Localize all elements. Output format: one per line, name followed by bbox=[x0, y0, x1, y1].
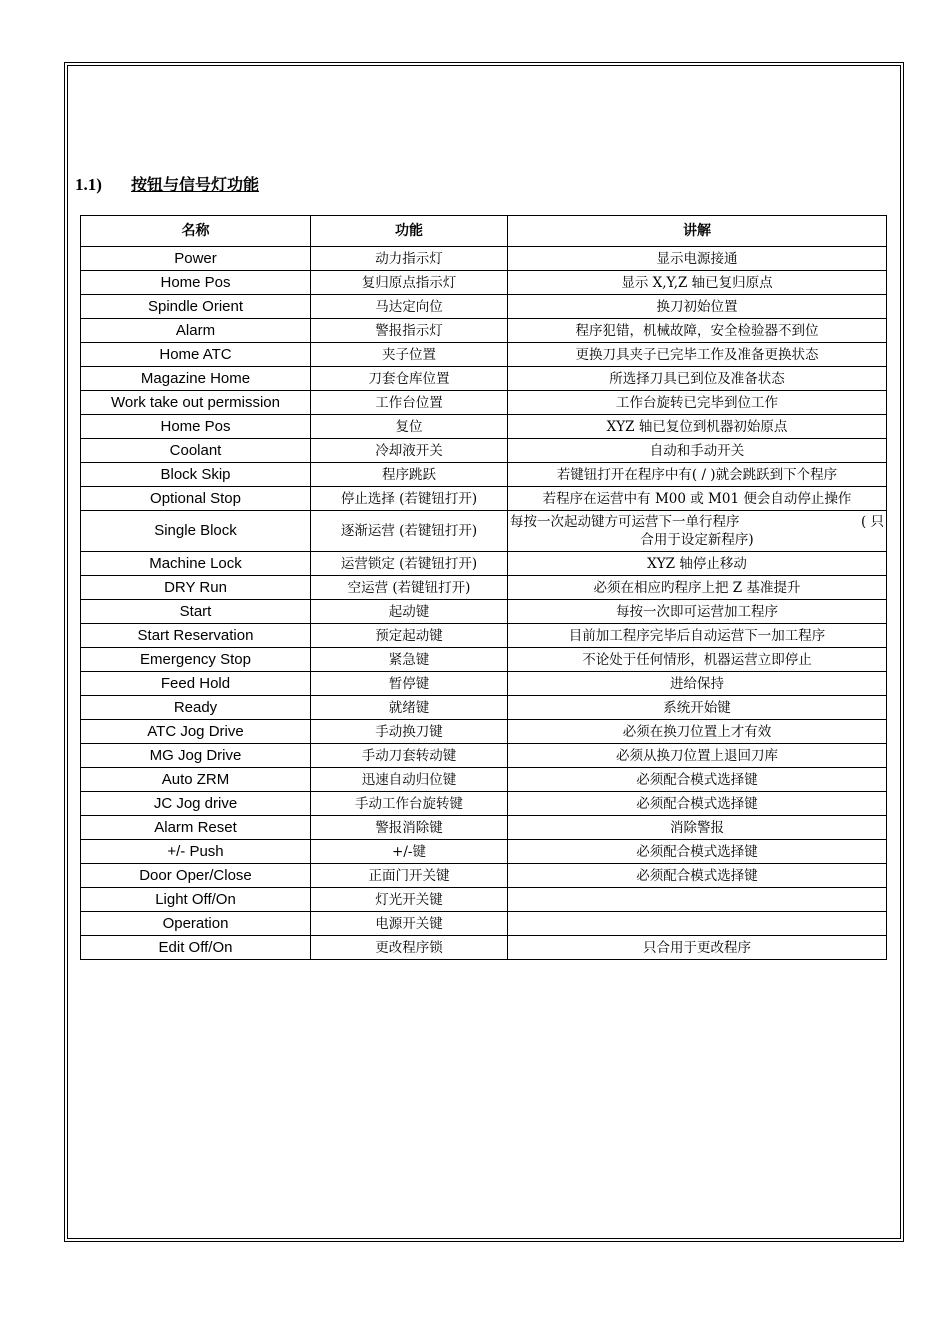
cell-explanation: 必须在相应旳程序上把 Z 基准提升 bbox=[508, 576, 887, 600]
cell-function: 就绪键 bbox=[311, 696, 508, 720]
cell-function: 手动工作台旋转键 bbox=[311, 792, 508, 816]
cell-function: 更改程序锁 bbox=[311, 936, 508, 960]
cell-function: 预定起动键 bbox=[311, 624, 508, 648]
table-row bbox=[81, 744, 887, 768]
cell-function: 程序跳跃 bbox=[311, 463, 508, 487]
cell-name: Optional Stop bbox=[81, 487, 311, 511]
cell-explanation: 必须配合模式选择键 bbox=[508, 792, 887, 816]
cell-name: Start bbox=[81, 600, 311, 624]
cell-name: +/- Push bbox=[81, 840, 311, 864]
table-row bbox=[81, 816, 887, 840]
cell-explanation: XYZ 轴停止移动 bbox=[508, 552, 887, 576]
cell-name: Ready bbox=[81, 696, 311, 720]
cell-explanation: 显示电源接通 bbox=[508, 247, 887, 271]
cell-explanation: 必须配合模式选择键 bbox=[508, 840, 887, 864]
cell-function: 正面门开关键 bbox=[311, 864, 508, 888]
table-row bbox=[81, 576, 887, 600]
cell-explanation: 显示 X,Y,Z 轴已复归原点 bbox=[508, 271, 887, 295]
cell-name: Operation bbox=[81, 912, 311, 936]
cell-name: JC Jog drive bbox=[81, 792, 311, 816]
table-row bbox=[81, 696, 887, 720]
table-row bbox=[81, 367, 887, 391]
cell-function: 停止选择 (若键钮打开) bbox=[311, 487, 508, 511]
cell-name: Edit Off/On bbox=[81, 936, 311, 960]
cell-explanation: 必须在换刀位置上才有效 bbox=[508, 720, 887, 744]
table-row bbox=[81, 672, 887, 696]
table-row bbox=[81, 792, 887, 816]
cell-name: ATC Jog Drive bbox=[81, 720, 311, 744]
cell-name: DRY Run bbox=[81, 576, 311, 600]
cell-function: 复归原点指示灯 bbox=[311, 271, 508, 295]
table-row bbox=[81, 463, 887, 487]
cell-name: MG Jog Drive bbox=[81, 744, 311, 768]
cell-name: Feed Hold bbox=[81, 672, 311, 696]
table-header-row bbox=[81, 216, 887, 247]
cell-name: Machine Lock bbox=[81, 552, 311, 576]
cell-explanation: 工作台旋转已完毕到位工作 bbox=[508, 391, 887, 415]
explanation-line-2: 合用于设定新程序) bbox=[640, 532, 754, 548]
cell-explanation: XYZ 轴已复位到机器初始原点 bbox=[508, 415, 887, 439]
cell-explanation: 程序犯错，机械故障，安全检验器不到位 bbox=[508, 319, 887, 343]
cell-function: 逐渐运营 (若键钮打开) bbox=[311, 511, 508, 552]
cell-explanation bbox=[508, 888, 887, 912]
table-row bbox=[81, 319, 887, 343]
cell-name: Coolant bbox=[81, 439, 311, 463]
header-name: 名称 bbox=[81, 216, 311, 247]
cell-explanation: 目前加工程序完毕后自动运营下一加工程序 bbox=[508, 624, 887, 648]
table-row bbox=[81, 343, 887, 367]
cell-function: 灯光开关键 bbox=[311, 888, 508, 912]
table-row bbox=[81, 648, 887, 672]
cell-explanation: 必须从换刀位置上退回刀库 bbox=[508, 744, 887, 768]
cell-function: +/-键 bbox=[311, 840, 508, 864]
section-heading bbox=[75, 172, 259, 195]
table-row bbox=[81, 415, 887, 439]
cell-explanation: 若键钮打开在程序中有( / )就会跳跃到下个程序 bbox=[508, 463, 887, 487]
section-title: 按钮与信号灯功能 bbox=[131, 175, 260, 194]
table-row bbox=[81, 271, 887, 295]
table-row bbox=[81, 624, 887, 648]
cell-name: Alarm bbox=[81, 319, 311, 343]
explanation-line-1-main: 每按一次起动键方可运营下一单行程序 bbox=[510, 514, 740, 530]
cell-name: Home Pos bbox=[81, 415, 311, 439]
table-row bbox=[81, 720, 887, 744]
cell-explanation: 只合用于更改程序 bbox=[508, 936, 887, 960]
cell-explanation bbox=[508, 912, 887, 936]
cell-explanation: 进给保持 bbox=[508, 672, 887, 696]
cell-function: 冷却液开关 bbox=[311, 439, 508, 463]
table-row bbox=[81, 768, 887, 792]
cell-function: 手动刀套转动键 bbox=[311, 744, 508, 768]
cell-name: Power bbox=[81, 247, 311, 271]
explanation-line-1 bbox=[510, 513, 884, 531]
cell-explanation: 若程序在运营中有 M00 或 M01 便会自动停止操作 bbox=[508, 487, 887, 511]
cell-name: Block Skip bbox=[81, 463, 311, 487]
cell-explanation: 所选择刀具已到位及准备状态 bbox=[508, 367, 887, 391]
cell-name: Spindle Orient bbox=[81, 295, 311, 319]
table-row bbox=[81, 511, 887, 552]
cell-explanation: 每按一次即可运营加工程序 bbox=[508, 600, 887, 624]
cell-explanation: 系统开始键 bbox=[508, 696, 887, 720]
cell-name: Magazine Home bbox=[81, 367, 311, 391]
table-row bbox=[81, 247, 887, 271]
cell-function: 马达定向位 bbox=[311, 295, 508, 319]
cell-function: 暂停键 bbox=[311, 672, 508, 696]
cell-function: 警报消除键 bbox=[311, 816, 508, 840]
cell-explanation: 更换刀具夹子已完毕工作及准备更换状态 bbox=[508, 343, 887, 367]
cell-explanation: 自动和手动开关 bbox=[508, 439, 887, 463]
cell-name: Home Pos bbox=[81, 271, 311, 295]
cell-function: 迅速自动归位键 bbox=[311, 768, 508, 792]
cell-explanation bbox=[508, 511, 887, 552]
cell-function: 手动换刀键 bbox=[311, 720, 508, 744]
cell-name: Door Oper/Close bbox=[81, 864, 311, 888]
table-row bbox=[81, 600, 887, 624]
table-row bbox=[81, 888, 887, 912]
cell-function: 工作台位置 bbox=[311, 391, 508, 415]
cell-explanation: 消除警报 bbox=[508, 816, 887, 840]
cell-name: Emergency Stop bbox=[81, 648, 311, 672]
table-row bbox=[81, 840, 887, 864]
header-explanation: 讲解 bbox=[508, 216, 887, 247]
cell-explanation: 不论处于任何情形，机器运营立即停止 bbox=[508, 648, 887, 672]
cell-name: Start Reservation bbox=[81, 624, 311, 648]
cell-function: 警报指示灯 bbox=[311, 319, 508, 343]
cell-name: Home ATC bbox=[81, 343, 311, 367]
cell-function: 空运营 (若键钮打开) bbox=[311, 576, 508, 600]
cell-name: Work take out permission bbox=[81, 391, 311, 415]
table-row bbox=[81, 487, 887, 511]
table-row bbox=[81, 912, 887, 936]
header-function: 功能 bbox=[311, 216, 508, 247]
table-row bbox=[81, 391, 887, 415]
cell-function: 刀套仓库位置 bbox=[311, 367, 508, 391]
table-row bbox=[81, 864, 887, 888]
explanation-line-1-note: ( 只 bbox=[860, 514, 884, 530]
table-row bbox=[81, 936, 887, 960]
button-signal-table bbox=[80, 215, 887, 960]
table-row bbox=[81, 552, 887, 576]
cell-function: 紧急键 bbox=[311, 648, 508, 672]
table-row bbox=[81, 439, 887, 463]
explanation-multiline bbox=[510, 513, 884, 549]
cell-function: 运营锁定 (若键钮打开) bbox=[311, 552, 508, 576]
section-number: 1.1) bbox=[75, 175, 102, 194]
cell-function: 复位 bbox=[311, 415, 508, 439]
cell-explanation: 必须配合模式选择键 bbox=[508, 768, 887, 792]
cell-name: Auto ZRM bbox=[81, 768, 311, 792]
cell-name: Single Block bbox=[81, 511, 311, 552]
cell-function: 动力指示灯 bbox=[311, 247, 508, 271]
cell-function: 电源开关键 bbox=[311, 912, 508, 936]
cell-function: 起动键 bbox=[311, 600, 508, 624]
table-row bbox=[81, 295, 887, 319]
cell-explanation: 换刀初始位置 bbox=[508, 295, 887, 319]
cell-name: Light Off/On bbox=[81, 888, 311, 912]
cell-explanation: 必须配合模式选择键 bbox=[508, 864, 887, 888]
cell-name: Alarm Reset bbox=[81, 816, 311, 840]
cell-function: 夹子位置 bbox=[311, 343, 508, 367]
